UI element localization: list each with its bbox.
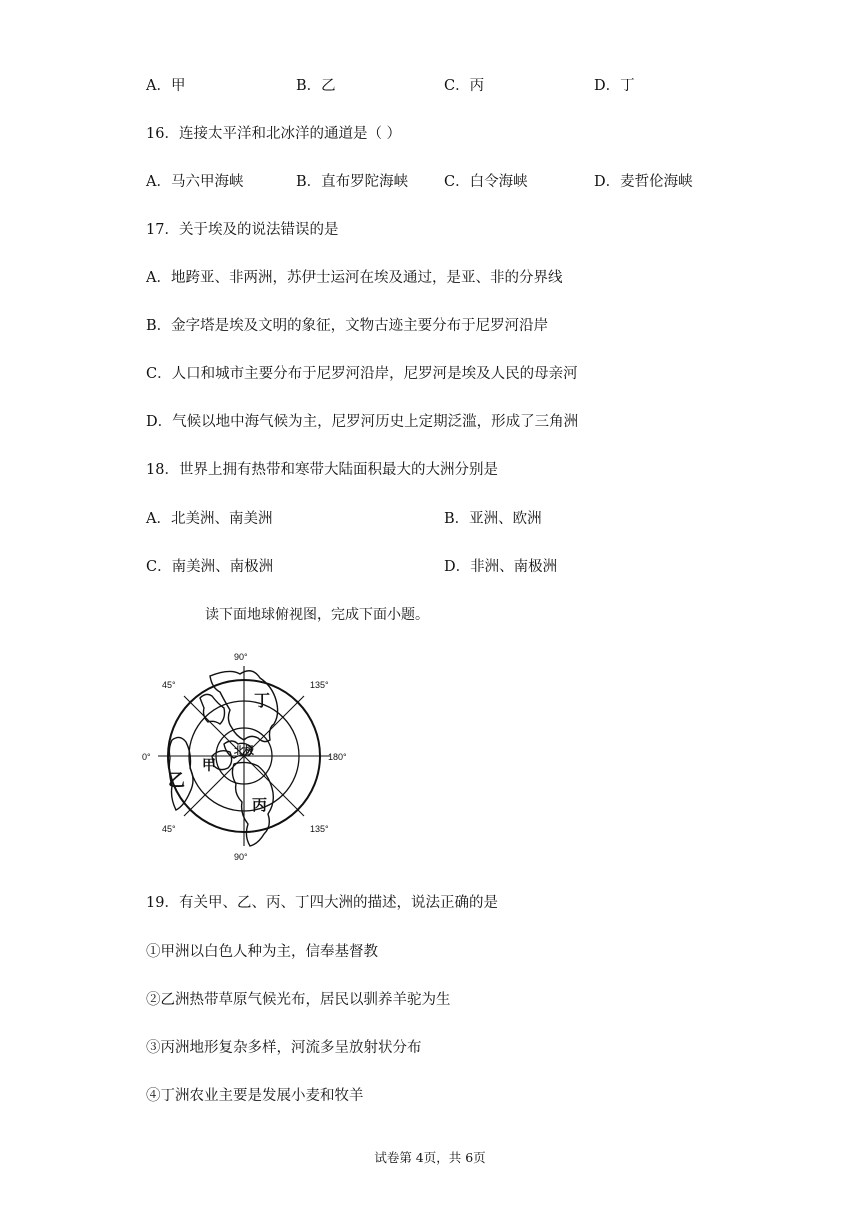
- north-pole-label: 北极: [234, 746, 254, 757]
- q15-option-b: B．乙: [296, 78, 336, 94]
- label-45-bottom-left: 45°: [162, 824, 176, 834]
- q19-statement-3: ③丙洲地形复杂多样，河流多呈放射状分布: [146, 1040, 422, 1056]
- q16-stem: 16．连接太平洋和北冰洋的通道是（ ）: [146, 126, 402, 142]
- q15-option-c: C．丙: [444, 78, 485, 94]
- map-instruction: 读下面地球俯视图，完成下面小题。: [205, 607, 429, 623]
- q16-option-d: D．麦哲伦海峡: [594, 174, 693, 190]
- label-45-top-left: 45°: [162, 680, 176, 690]
- q18-option-a: A．北美洲、南美洲: [146, 511, 273, 527]
- q17-option-c: C．人口和城市主要分布于尼罗河沿岸，尼罗河是埃及人民的母亲河: [146, 366, 578, 382]
- continent-label-ding: 丁: [254, 691, 271, 710]
- q18-option-c: C．南美洲、南极洲: [146, 559, 274, 575]
- page-footer: 试卷第 4页，共 6页: [374, 1150, 486, 1165]
- q17-option-d: D．气候以地中海气候为主，尼罗河历史上定期泛滥，形成了三角洲: [146, 414, 579, 430]
- continent-label-yi: 乙: [168, 771, 185, 791]
- label-90-top: 90°: [234, 652, 248, 662]
- q19-statement-1: ①甲洲以白色人种为主，信奉基督教: [146, 944, 378, 960]
- q18-option-d: D．非洲、南极洲: [444, 559, 558, 575]
- q19-stem: 19．有关甲、乙、丙、丁四大洲的描述，说法正确的是: [146, 895, 498, 911]
- q17-option-a: A．地跨亚、非两洲，苏伊士运河在埃及通过，是亚、非的分界线: [146, 270, 563, 286]
- q16-option-c: C．白令海峡: [444, 174, 528, 190]
- q19-statement-2: ②乙洲热带草原气候光布，居民以驯养羊驼为生: [146, 992, 451, 1008]
- q17-option-b: B．金字塔是埃及文明的象征，文物古迹主要分布于尼罗河沿岸: [146, 318, 549, 334]
- q17-stem: 17．关于埃及的说法错误的是: [146, 222, 339, 238]
- q15-option-a: A．甲: [146, 78, 186, 94]
- q16-option-b: B．直布罗陀海峡: [296, 174, 409, 190]
- label-135-top-right: 135°: [310, 680, 329, 690]
- label-135-bottom-right: 135°: [310, 824, 329, 834]
- continent-label-jia: 甲: [202, 758, 216, 774]
- label-90-bottom: 90°: [234, 852, 248, 862]
- continent-label-bing: 丙: [252, 796, 268, 814]
- q15-option-d: D．丁: [594, 78, 635, 94]
- label-0: 0°: [142, 752, 151, 762]
- q18-option-b: B．亚洲、欧洲: [444, 511, 542, 527]
- label-180: 180°: [328, 752, 347, 762]
- q18-stem: 18．世界上拥有热带和寒带大陆面积最大的大洲分别是: [146, 462, 498, 478]
- q16-option-a: A．马六甲海峡: [146, 174, 244, 190]
- q19-statement-4: ④丁洲农业主要是发展小麦和牧羊: [146, 1088, 364, 1104]
- polar-view-map: [140, 648, 350, 864]
